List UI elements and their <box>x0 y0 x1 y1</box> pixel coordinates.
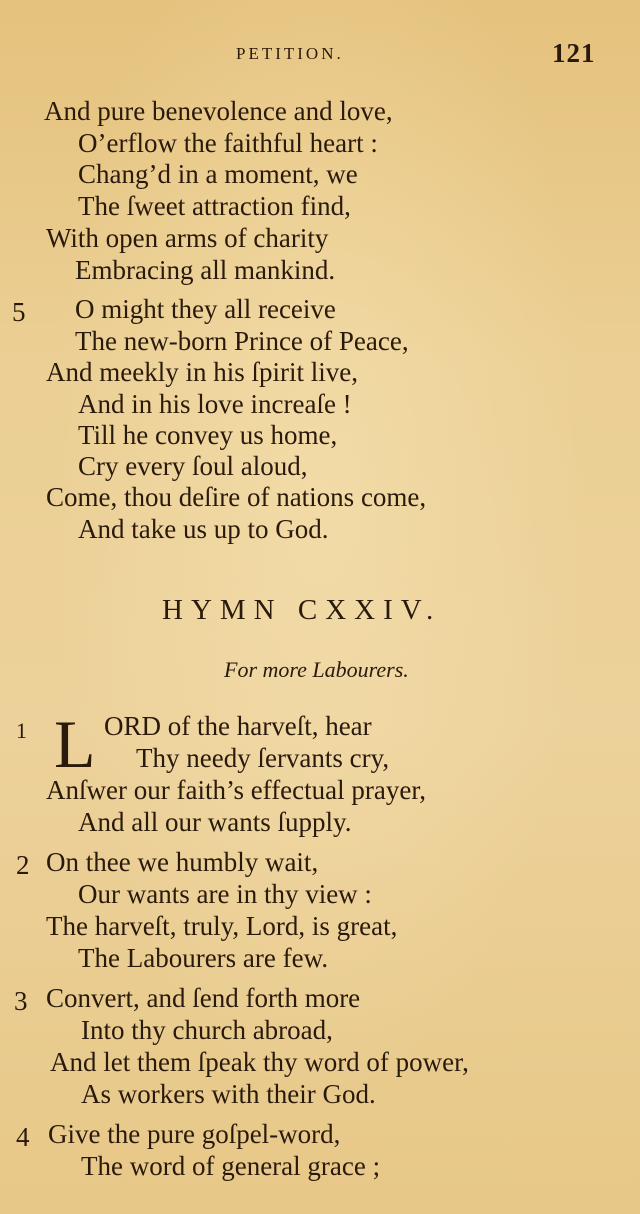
verse-line: O’erflow the faithful heart : <box>78 128 378 158</box>
verse-line: On thee we humbly wait, <box>46 847 319 877</box>
verse-line: ORD of the harveſt, hear <box>104 711 372 741</box>
stanza-number: 4 <box>16 1122 30 1152</box>
verse-line: Come, thou deſire of nations come, <box>46 482 427 512</box>
verse-line: And meekly in his ſpirit live, <box>46 357 358 387</box>
verse-line: The new-born Prince of Peace, <box>75 326 409 356</box>
page-number: 121 <box>552 38 596 68</box>
hymn-title: HYMN CXXIV. <box>162 594 442 626</box>
verse-line: O might they all receive <box>75 294 336 324</box>
verse-line: Thy needy ſervants cry, <box>136 743 390 773</box>
verse-line: With open arms of charity <box>46 223 329 253</box>
verse-line: Convert, and ſend forth more <box>46 983 361 1013</box>
verse-line: Into thy church abroad, <box>81 1015 333 1045</box>
stanza-number: 3 <box>14 986 28 1016</box>
verse-line: The ſweet attraction find, <box>78 191 351 221</box>
stanza-number: 1 <box>16 718 27 743</box>
verse-line: Chang’d in a moment, we <box>78 159 358 189</box>
drop-cap: L <box>54 706 96 782</box>
verse-line: And all our wants ſupply. <box>78 807 352 837</box>
verse-line: The harveſt, truly, Lord, is great, <box>46 911 398 941</box>
verse-line: And take us up to God. <box>78 514 329 544</box>
verse-line: Cry every ſoul aloud, <box>78 451 308 481</box>
running-head: PETITION. <box>236 44 344 63</box>
verse-line: And in his love increaſe ! <box>78 389 352 419</box>
verse-line: The Labourers are few. <box>78 943 329 973</box>
verse-line: And let them ſpeak thy word of power, <box>50 1047 469 1077</box>
verse-line: Our wants are in thy view : <box>78 879 372 909</box>
verse-line: Till he convey us home, <box>78 420 338 450</box>
stanza-number: 5 <box>12 297 26 327</box>
hymn-subtitle: For more Labourers. <box>224 657 409 682</box>
verse-line: As workers with their God. <box>81 1079 376 1109</box>
stanza-number: 2 <box>16 850 30 880</box>
verse-line: The word of general grace ; <box>81 1151 381 1181</box>
verse-line: Embracing all mankind. <box>75 255 336 285</box>
verse-line: And pure benevolence and love, <box>44 96 393 126</box>
verse-line: Give the pure goſpel-word, <box>48 1119 341 1149</box>
verse-line: Anſwer our faith’s effectual prayer, <box>46 775 427 805</box>
